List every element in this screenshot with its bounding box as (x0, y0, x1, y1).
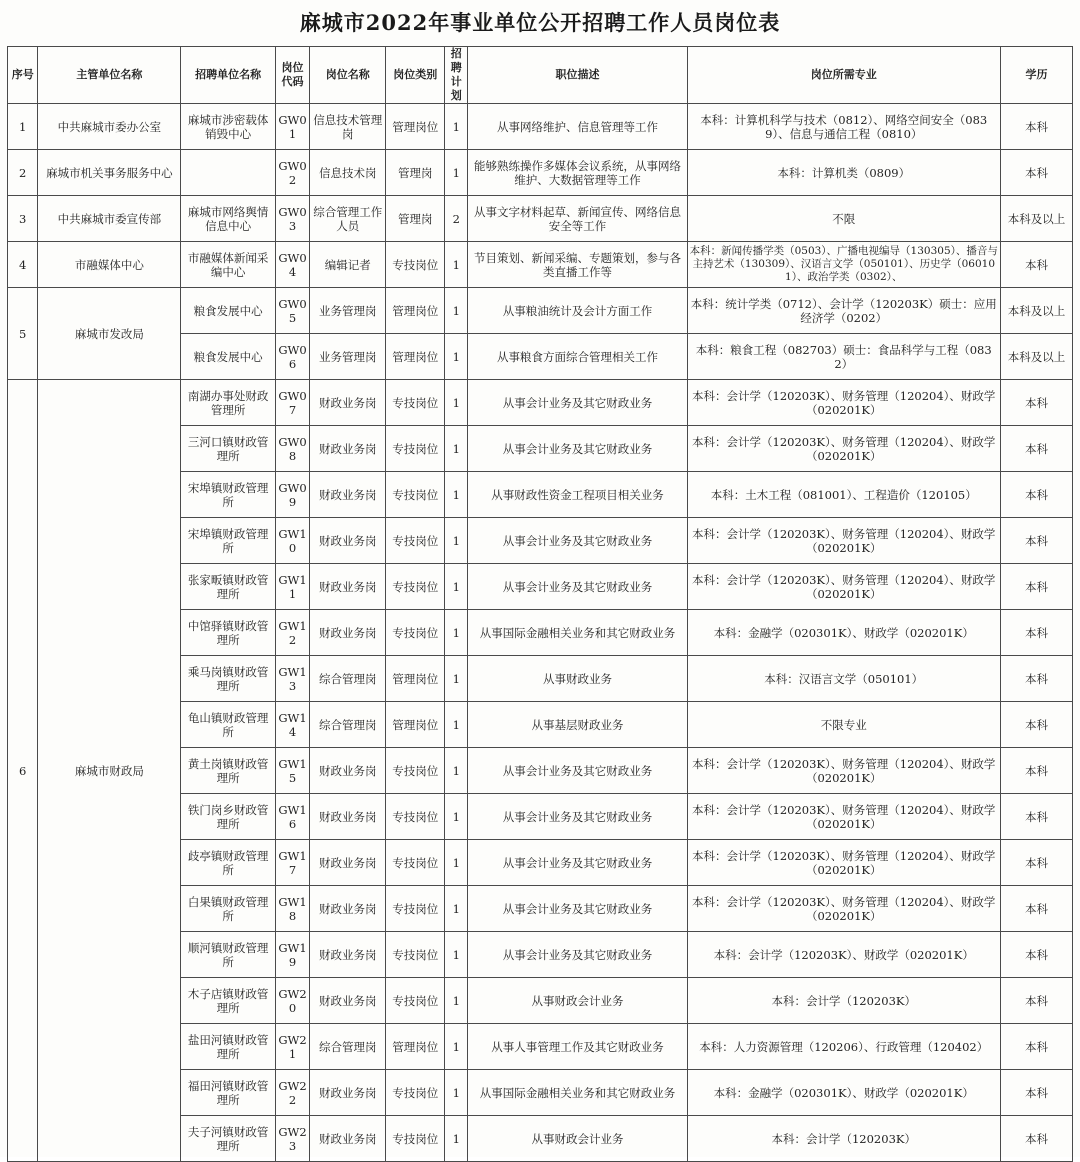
cell-edu: 本科 (1000, 380, 1072, 426)
cell-dept: 市融媒体中心 (38, 242, 181, 288)
cell-name: 财政业务岗 (310, 426, 386, 472)
cell-major: 本科：统计学类（0712）、会计学（120203K）硕士：应用经济学（0202） (687, 288, 1000, 334)
cell-major: 本科：会计学（120203K）、财务管理（120204）、财政学（020201K） (687, 518, 1000, 564)
cell-edu: 本科及以上 (1000, 196, 1072, 242)
cell-desc: 从事会计业务及其它财政业务 (468, 840, 687, 886)
cell-code: GW13 (275, 656, 309, 702)
cell-major: 本科：会计学（120203K） (687, 1116, 1000, 1162)
cell-code: GW01 (275, 104, 309, 150)
cell-type: 专技岗位 (386, 242, 445, 288)
cell-major: 本科：会计学（120203K）、财务管理（120204）、财政学（020201K） (687, 886, 1000, 932)
cell-major: 本科：会计学（120203K）、财务管理（120204）、财政学（020201K） (687, 748, 1000, 794)
cell-desc: 从事会计业务及其它财政业务 (468, 748, 687, 794)
cell-plan: 1 (445, 1070, 468, 1116)
cell-seq: 3 (8, 196, 38, 242)
cell-edu: 本科 (1000, 472, 1072, 518)
cell-type: 专技岗位 (386, 472, 445, 518)
cell-type: 管理岗位 (386, 656, 445, 702)
cell-type: 专技岗位 (386, 748, 445, 794)
cell-type: 专技岗位 (386, 794, 445, 840)
cell-edu: 本科 (1000, 886, 1072, 932)
cell-code: GW09 (275, 472, 309, 518)
cell-name: 综合管理岗 (310, 702, 386, 748)
cell-type: 专技岗位 (386, 1070, 445, 1116)
cell-unit: 夫子河镇财政管理所 (181, 1116, 275, 1162)
cell-major: 本科：新闻传播学类（0503）、广播电视编导（130305）、播音与主持艺术（130309）、汉语言文学（050101）、历史学（060101）、政治学类（0302）、 (687, 242, 1000, 288)
cell-plan: 1 (445, 518, 468, 564)
cell-unit: 中馆驿镇财政管理所 (181, 610, 275, 656)
table-row (8, 104, 1073, 150)
cell-plan: 1 (445, 426, 468, 472)
cell-edu: 本科 (1000, 426, 1072, 472)
cell-name: 财政业务岗 (310, 748, 386, 794)
header-type: 岗位类别 (386, 47, 445, 104)
cell-code: GW07 (275, 380, 309, 426)
cell-desc: 节目策划、新闻采编、专题策划，参与各类直播工作等 (468, 242, 687, 288)
cell-unit: 福田河镇财政管理所 (181, 1070, 275, 1116)
table-row (8, 288, 1073, 334)
cell-major: 本科：会计学（120203K）、财务管理（120204）、财政学（020201K） (687, 426, 1000, 472)
cell-plan: 1 (445, 334, 468, 380)
cell-name: 综合管理工作人员 (310, 196, 386, 242)
header-plan: 招聘计划 (445, 47, 468, 104)
cell-unit: 黄土岗镇财政管理所 (181, 748, 275, 794)
cell-code: GW14 (275, 702, 309, 748)
cell-code: GW08 (275, 426, 309, 472)
cell-plan: 1 (445, 748, 468, 794)
cell-unit: 三河口镇财政管理所 (181, 426, 275, 472)
cell-name: 综合管理岗 (310, 656, 386, 702)
cell-name: 财政业务岗 (310, 794, 386, 840)
cell-seq: 5 (8, 288, 38, 380)
cell-code: GW23 (275, 1116, 309, 1162)
cell-unit: 歧亭镇财政管理所 (181, 840, 275, 886)
cell-type: 管理岗位 (386, 1024, 445, 1070)
cell-desc: 从事财政性资金工程项目相关业务 (468, 472, 687, 518)
cell-unit: 龟山镇财政管理所 (181, 702, 275, 748)
cell-code: GW06 (275, 334, 309, 380)
table-row (8, 196, 1073, 242)
cell-major: 本科：会计学（120203K）、财务管理（120204）、财政学（020201K） (687, 794, 1000, 840)
cell-plan: 2 (445, 196, 468, 242)
table-row (8, 242, 1073, 288)
cell-edu: 本科 (1000, 610, 1072, 656)
cell-unit: 盐田河镇财政管理所 (181, 1024, 275, 1070)
cell-name: 财政业务岗 (310, 564, 386, 610)
cell-desc: 能够熟练操作多媒体会议系统，从事网络维护、大数据管理等工作 (468, 150, 687, 196)
cell-type: 管理岗位 (386, 702, 445, 748)
cell-desc: 从事会计业务及其它财政业务 (468, 518, 687, 564)
cell-name: 财政业务岗 (310, 840, 386, 886)
cell-desc: 从事财政会计业务 (468, 978, 687, 1024)
cell-plan: 1 (445, 886, 468, 932)
cell-code: GW16 (275, 794, 309, 840)
cell-type: 专技岗位 (386, 1116, 445, 1162)
cell-name: 财政业务岗 (310, 886, 386, 932)
cell-type: 专技岗位 (386, 426, 445, 472)
cell-dept: 麻城市机关事务服务中心 (38, 150, 181, 196)
cell-type: 管理岗 (386, 196, 445, 242)
cell-desc: 从事人事管理工作及其它财政业务 (468, 1024, 687, 1070)
cell-major: 本科：粮食工程（082703）硕士：食品科学与工程（0832） (687, 334, 1000, 380)
header-major: 岗位所需专业 (687, 47, 1000, 104)
cell-major: 本科：金融学（020301K）、财政学（020201K） (687, 610, 1000, 656)
cell-name: 财政业务岗 (310, 518, 386, 564)
cell-desc: 从事粮油统计及会计方面工作 (468, 288, 687, 334)
cell-major: 不限专业 (687, 702, 1000, 748)
cell-plan: 1 (445, 656, 468, 702)
cell-plan: 1 (445, 978, 468, 1024)
cell-plan: 1 (445, 840, 468, 886)
cell-desc: 从事国际金融相关业务和其它财政业务 (468, 1070, 687, 1116)
header-name: 岗位名称 (310, 47, 386, 104)
cell-major: 本科：会计学（120203K）、财务管理（120204）、财政学（020201K） (687, 840, 1000, 886)
cell-major: 本科：土木工程（081001）、工程造价（120105） (687, 472, 1000, 518)
cell-unit: 粮食发展中心 (181, 288, 275, 334)
cell-desc: 从事基层财政业务 (468, 702, 687, 748)
cell-edu: 本科 (1000, 748, 1072, 794)
cell-edu: 本科 (1000, 656, 1072, 702)
cell-edu: 本科及以上 (1000, 288, 1072, 334)
cell-name: 财政业务岗 (310, 1116, 386, 1162)
cell-type: 专技岗位 (386, 564, 445, 610)
cell-edu: 本科 (1000, 1116, 1072, 1162)
cell-code: GW20 (275, 978, 309, 1024)
cell-code: GW21 (275, 1024, 309, 1070)
cell-type: 专技岗位 (386, 840, 445, 886)
cell-code: GW15 (275, 748, 309, 794)
cell-desc: 从事会计业务及其它财政业务 (468, 564, 687, 610)
cell-type: 管理岗 (386, 150, 445, 196)
cell-edu: 本科 (1000, 104, 1072, 150)
cell-name: 财政业务岗 (310, 380, 386, 426)
table-row (8, 380, 1073, 426)
cell-desc: 从事会计业务及其它财政业务 (468, 932, 687, 978)
cell-name: 财政业务岗 (310, 932, 386, 978)
cell-major: 本科：计算机类（0809） (687, 150, 1000, 196)
cell-type: 专技岗位 (386, 610, 445, 656)
cell-desc: 从事会计业务及其它财政业务 (468, 426, 687, 472)
cell-unit: 粮食发展中心 (181, 334, 275, 380)
cell-major: 本科：会计学（120203K） (687, 978, 1000, 1024)
cell-plan: 1 (445, 288, 468, 334)
cell-unit: 张家畈镇财政管理所 (181, 564, 275, 610)
cell-unit: 木子店镇财政管理所 (181, 978, 275, 1024)
table-row (8, 150, 1073, 196)
cell-code: GW22 (275, 1070, 309, 1116)
cell-name: 财政业务岗 (310, 610, 386, 656)
cell-major: 本科：会计学（120203K）、财政学（020201K） (687, 932, 1000, 978)
cell-dept: 麻城市发改局 (38, 288, 181, 380)
cell-unit: 宋埠镇财政管理所 (181, 518, 275, 564)
cell-edu: 本科 (1000, 1024, 1072, 1070)
cell-plan: 1 (445, 794, 468, 840)
cell-name: 综合管理岗 (310, 1024, 386, 1070)
cell-unit: 铁门岗乡财政管理所 (181, 794, 275, 840)
cell-edu: 本科及以上 (1000, 334, 1072, 380)
cell-desc: 从事会计业务及其它财政业务 (468, 794, 687, 840)
cell-major: 本科：计算机科学与技术（0812）、网络空间安全（0839）、信息与通信工程（0810） (687, 104, 1000, 150)
cell-dept: 中共麻城市委办公室 (38, 104, 181, 150)
cell-type: 专技岗位 (386, 380, 445, 426)
cell-code: GW18 (275, 886, 309, 932)
cell-plan: 1 (445, 1024, 468, 1070)
cell-unit: 宋埠镇财政管理所 (181, 472, 275, 518)
header-code: 岗位代码 (275, 47, 309, 104)
cell-desc: 从事网络维护、信息管理等工作 (468, 104, 687, 150)
cell-code: GW02 (275, 150, 309, 196)
cell-code: GW11 (275, 564, 309, 610)
cell-name: 编辑记者 (310, 242, 386, 288)
cell-edu: 本科 (1000, 1070, 1072, 1116)
cell-type: 管理岗位 (386, 334, 445, 380)
header-edu: 学历 (1000, 47, 1072, 104)
cell-desc: 从事财政会计业务 (468, 1116, 687, 1162)
cell-type: 专技岗位 (386, 886, 445, 932)
cell-unit: 南湖办事处财政管理所 (181, 380, 275, 426)
cell-plan: 1 (445, 1116, 468, 1162)
cell-major: 本科：汉语言文学（050101） (687, 656, 1000, 702)
cell-name: 信息技术岗 (310, 150, 386, 196)
cell-name: 业务管理岗 (310, 288, 386, 334)
cell-type: 专技岗位 (386, 978, 445, 1024)
cell-code: GW10 (275, 518, 309, 564)
header-dept: 主管单位名称 (38, 47, 181, 104)
cell-unit: 市融媒体新闻采编中心 (181, 242, 275, 288)
cell-code: GW19 (275, 932, 309, 978)
cell-major: 本科：会计学（120203K）、财务管理（120204）、财政学（020201K） (687, 380, 1000, 426)
job-table (7, 46, 1073, 1162)
cell-name: 财政业务岗 (310, 472, 386, 518)
cell-edu: 本科 (1000, 564, 1072, 610)
cell-edu: 本科 (1000, 150, 1072, 196)
cell-desc: 从事粮食方面综合管理相关工作 (468, 334, 687, 380)
cell-unit (181, 150, 275, 196)
cell-plan: 1 (445, 932, 468, 978)
cell-name: 业务管理岗 (310, 334, 386, 380)
cell-edu: 本科 (1000, 794, 1072, 840)
cell-edu: 本科 (1000, 702, 1072, 748)
cell-edu: 本科 (1000, 518, 1072, 564)
cell-unit: 麻城市网络舆情信息中心 (181, 196, 275, 242)
cell-code: GW04 (275, 242, 309, 288)
cell-desc: 从事会计业务及其它财政业务 (468, 886, 687, 932)
cell-major: 本科：金融学（020301K）、财政学（020201K） (687, 1070, 1000, 1116)
cell-type: 专技岗位 (386, 518, 445, 564)
cell-plan: 1 (445, 610, 468, 656)
cell-name: 财政业务岗 (310, 978, 386, 1024)
cell-code: GW03 (275, 196, 309, 242)
cell-name: 财政业务岗 (310, 1070, 386, 1116)
header-desc: 职位描述 (468, 47, 687, 104)
cell-major: 本科：会计学（120203K）、财务管理（120204）、财政学（020201K） (687, 564, 1000, 610)
cell-edu: 本科 (1000, 242, 1072, 288)
cell-edu: 本科 (1000, 978, 1072, 1024)
cell-name: 信息技术管理岗 (310, 104, 386, 150)
page-title: 麻城市2022年事业单位公开招聘工作人员岗位表 (299, 10, 781, 35)
cell-code: GW17 (275, 840, 309, 886)
cell-plan: 1 (445, 472, 468, 518)
cell-unit: 白果镇财政管理所 (181, 886, 275, 932)
cell-type: 专技岗位 (386, 932, 445, 978)
cell-seq: 6 (8, 380, 38, 1162)
cell-major: 本科：人力资源管理（120206）、行政管理（120402） (687, 1024, 1000, 1070)
cell-desc: 从事财政业务 (468, 656, 687, 702)
cell-plan: 1 (445, 702, 468, 748)
cell-edu: 本科 (1000, 932, 1072, 978)
cell-unit: 麻城市涉密载体销毁中心 (181, 104, 275, 150)
cell-plan: 1 (445, 104, 468, 150)
cell-type: 管理岗位 (386, 288, 445, 334)
cell-code: GW05 (275, 288, 309, 334)
cell-seq: 2 (8, 150, 38, 196)
cell-dept: 麻城市财政局 (38, 380, 181, 1162)
cell-edu: 本科 (1000, 840, 1072, 886)
cell-plan: 1 (445, 380, 468, 426)
cell-desc: 从事国际金融相关业务和其它财政业务 (468, 610, 687, 656)
header-unit: 招聘单位名称 (181, 47, 275, 104)
cell-dept: 中共麻城市委宣传部 (38, 196, 181, 242)
cell-desc: 从事文字材料起草、新闻宣传、网络信息安全等工作 (468, 196, 687, 242)
cell-plan: 1 (445, 242, 468, 288)
cell-plan: 1 (445, 564, 468, 610)
cell-plan: 1 (445, 150, 468, 196)
cell-major: 不限 (687, 196, 1000, 242)
cell-unit: 乘马岗镇财政管理所 (181, 656, 275, 702)
cell-code: GW12 (275, 610, 309, 656)
cell-type: 管理岗位 (386, 104, 445, 150)
cell-seq: 1 (8, 104, 38, 150)
table-header-row (8, 47, 1073, 104)
cell-seq: 4 (8, 242, 38, 288)
cell-unit: 顺河镇财政管理所 (181, 932, 275, 978)
header-seq: 序号 (8, 47, 38, 104)
cell-desc: 从事会计业务及其它财政业务 (468, 380, 687, 426)
